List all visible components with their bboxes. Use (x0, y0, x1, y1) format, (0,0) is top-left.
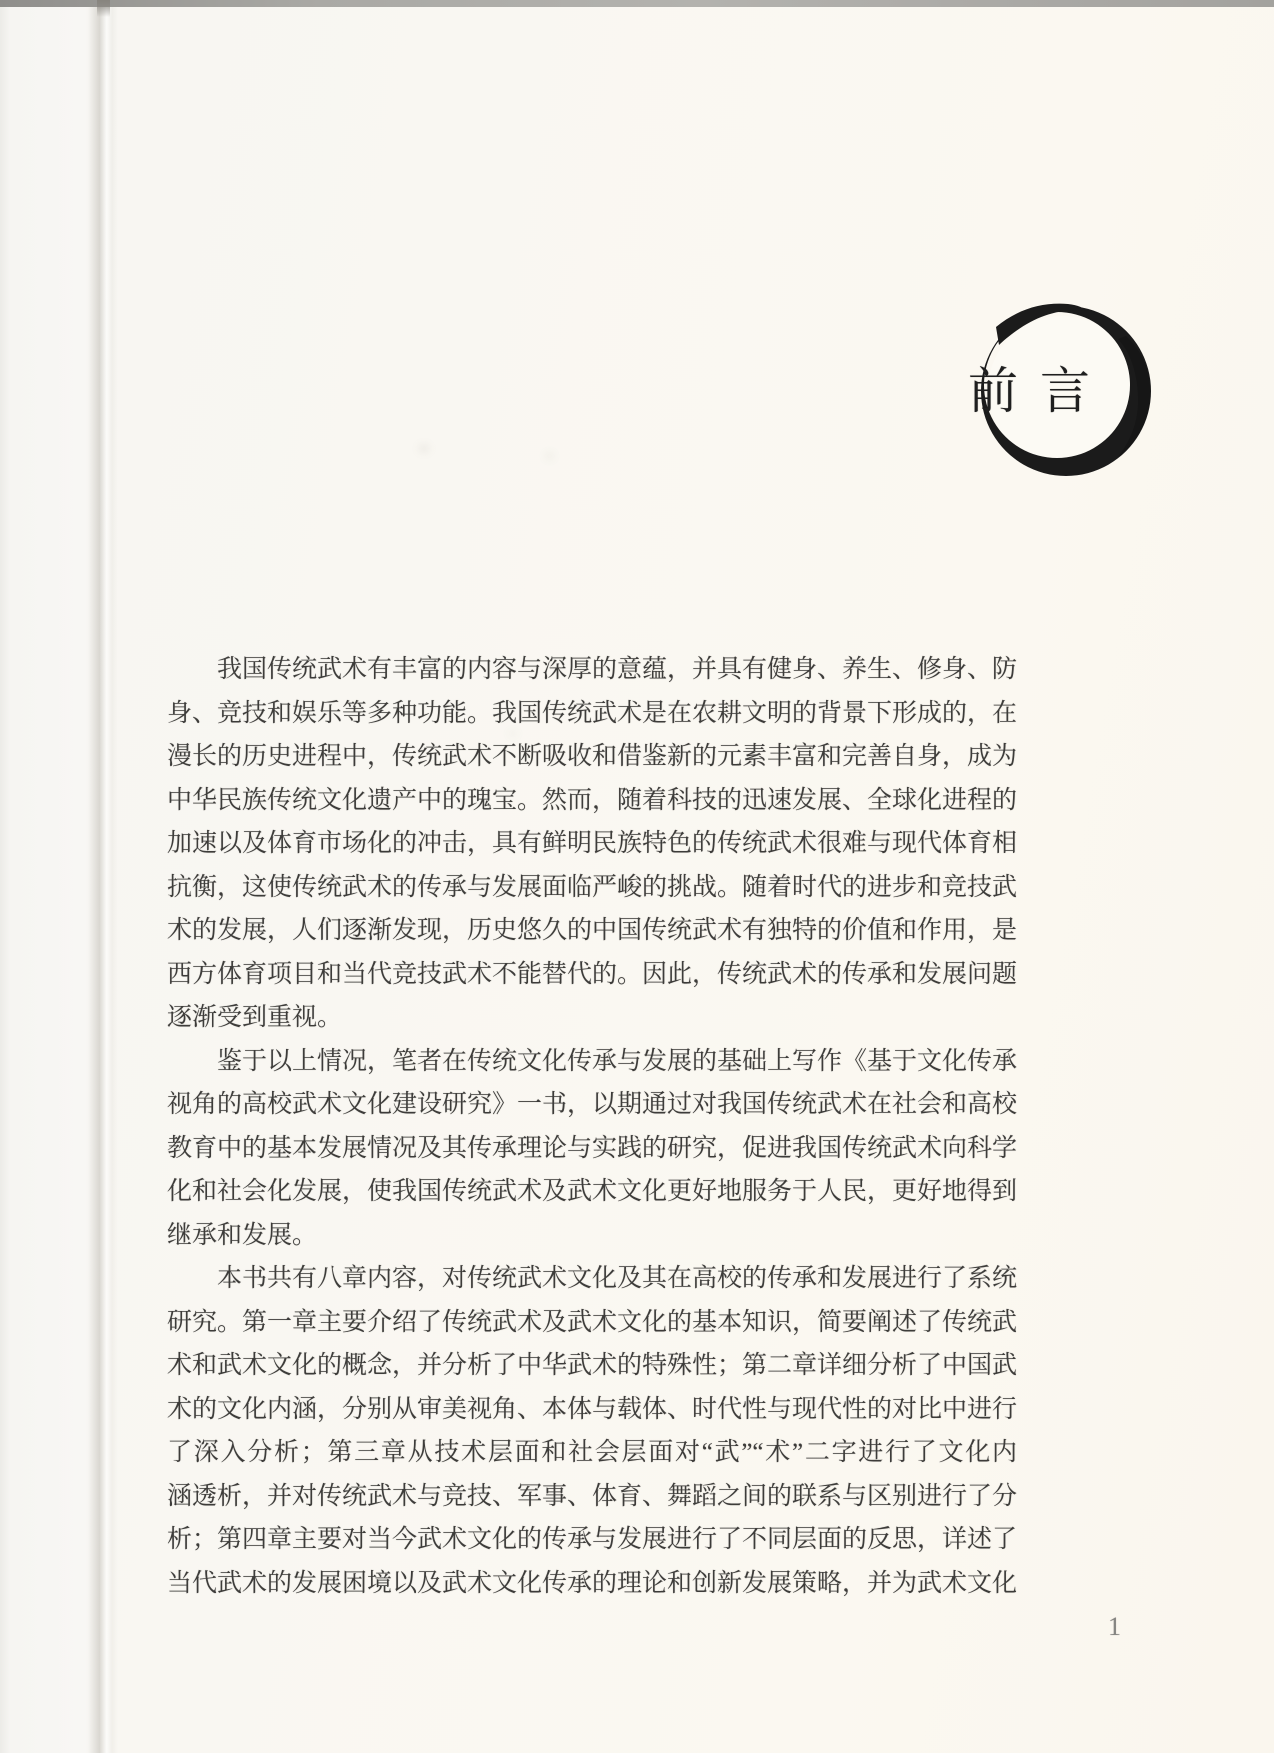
text-line: 涵透析，并对传统武术与竞技、军事、体育、舞蹈之间的联系与区别进行了分 (167, 1482, 1018, 1510)
text-line: 当代武术的发展困境以及武术文化传承的理论和创新发展策略，并为武术文化 (167, 1569, 1018, 1597)
text-line: 加速以及体育市场化的冲击，具有鲜明民族特色的传统武术很难与现代体育相 (167, 830, 1018, 857)
text-line: 鉴于以上情况，笔者在传统文化传承与发展的基础上写作《基于文化传承 (217, 1047, 1018, 1075)
preface-title-char-1: 前 (968, 363, 1018, 419)
text-line: 漫长的历史进程中，传统武术不断吸收和借鉴新的元素丰富和完善自身，成为 (167, 743, 1018, 770)
text-line: 术的发展，人们逐渐发现，历史悠久的中国传统武术有独特的价值和作用，是 (167, 917, 1018, 944)
text-line: 术和武术文化的概念，并分析了中华武术的特殊性；第二章详细分析了中国武 (167, 1352, 1018, 1379)
text-line: 中华民族传统文化遗产中的瑰宝。然而，随着科技的迅速发展、全球化进程的 (167, 786, 1018, 814)
text-line: 化和社会化发展，使我国传统武术及武术文化更好地服务于人民，更好地得到 (167, 1178, 1018, 1205)
text-line: 析；第四章主要对当今武术文化的传承与发展进行了不同层面的反思，详述了 (167, 1526, 1018, 1553)
text-line: 本书共有八章内容，对传统武术文化及其在高校的传承和发展进行了系统 (217, 1265, 1018, 1292)
text-line: 西方体育项目和当代竞技武术不能替代的。因此，传统武术的传承和发展问题 (167, 960, 1018, 988)
book-gutter-seam (88, 7, 118, 1753)
preface-title-char-2: 言 (1040, 363, 1090, 419)
body-text (167, 648, 1017, 1605)
text-line: 身、竞技和娱乐等多种功能。我国传统武术是在农耕文明的背景下形成的，在 (167, 699, 1018, 727)
text-line: 抗衡，这使传统武术的传承与发展面临严峻的挑战。随着时代的进步和竞技武 (167, 873, 1018, 901)
text-line: 教育中的基本发展情况及其传承理论与实践的研究，促进我国传统武术向科学 (167, 1134, 1018, 1162)
text-line: 视角的高校武术文化建设研究》一书，以期通过对我国传统武术在社会和高校 (167, 1091, 1018, 1118)
left-page-margin (0, 7, 100, 1753)
text-line: 我国传统武术有丰富的内容与深厚的意蕴，并具有健身、养生、修身、防 (217, 656, 1018, 683)
text-line: 了深入分析；第三章从技术层面和社会层面对“武”“术”二字进行了文化内 (167, 1439, 1017, 1466)
gutter-notch (97, 0, 110, 17)
preface-title (968, 363, 1090, 419)
text-line: 研究。第一章主要介绍了传统武术及武术文化的基本知识，简要阐述了传统武 (167, 1308, 1018, 1336)
text-line: 继承和发展。 (167, 1221, 318, 1249)
scan-smudge (545, 452, 554, 460)
text-line: 逐渐受到重视。 (167, 1004, 343, 1031)
text-line: 术的文化内涵，分别从审美视角、本体与载体、时代性与现代性的对比中进行 (167, 1395, 1018, 1423)
scan-smudge (418, 444, 430, 453)
page-number: 1 (1108, 1612, 1121, 1641)
scanner-edge-strip (0, 0, 1274, 7)
